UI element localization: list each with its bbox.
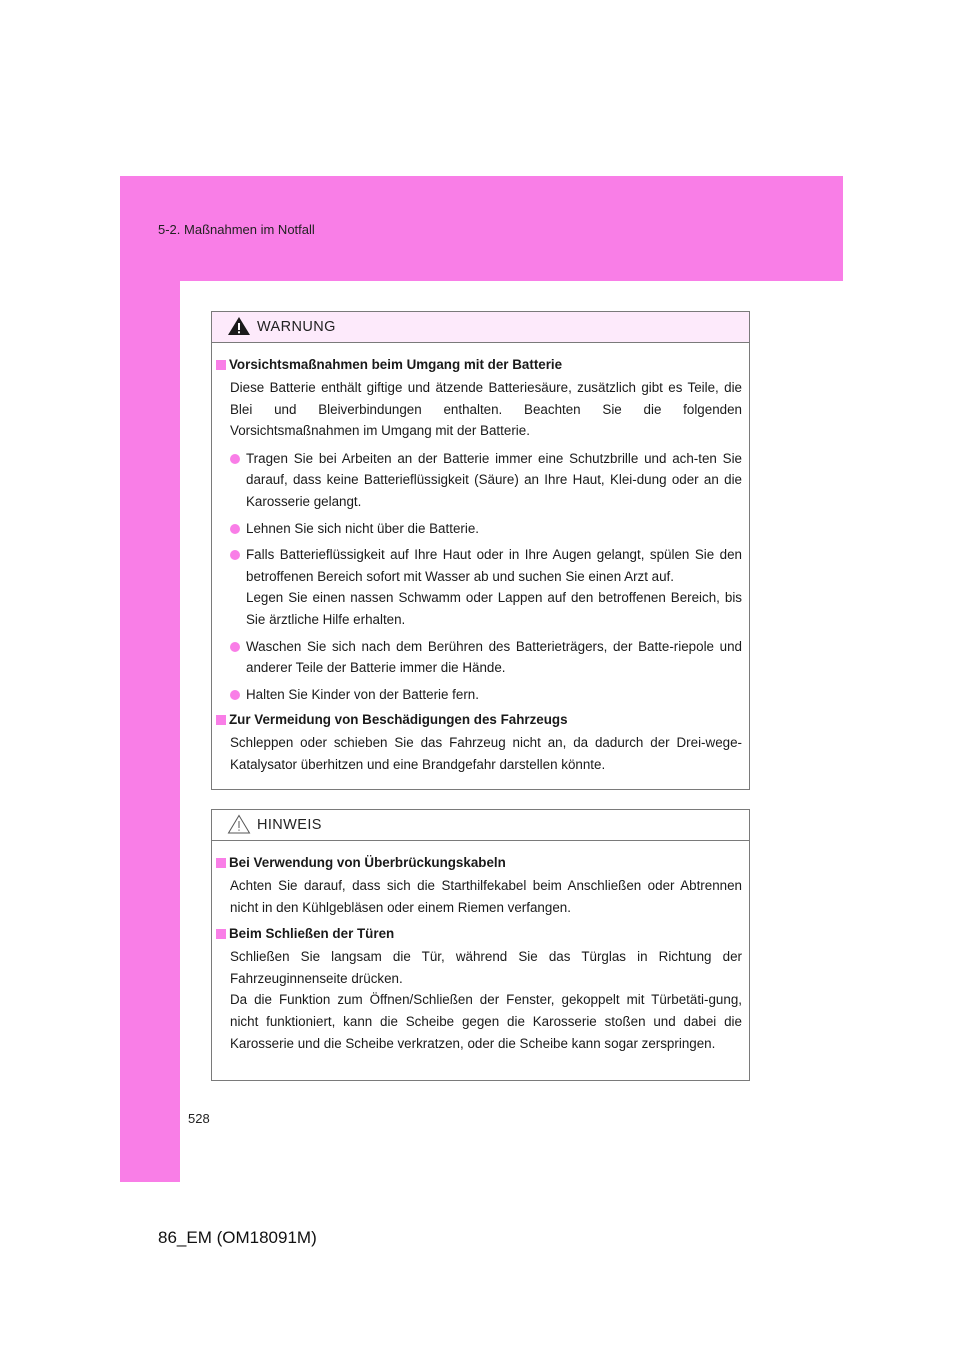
note-label: HINWEIS	[257, 817, 322, 833]
side-strip	[120, 281, 180, 1182]
list-item: Waschen Sie sich nach dem Berühren des Batterieträgers, der Batte-riepole und anderer Teile der Batterie immer die Hände.	[230, 636, 742, 679]
warning-section-text: Diese Batterie enthält giftige und ätzende Batteriesäure, zusätzlich gibt es Teile, die Blei und Bleiverbindungen enthalten. Beachten Sie die folgenden Vorsichtsmaßnahmen im Umgang mit der Batterie.	[230, 380, 742, 439]
warning-section-title: Zur Vermeidung von Beschädigungen des Fahrzeugs	[216, 710, 742, 730]
section-label: 5-2. Maßnahmen im Notfall	[158, 222, 315, 237]
round-bullet-icon	[230, 524, 240, 534]
list-item: Halten Sie Kinder von der Batterie fern.	[230, 684, 742, 706]
warning-box	[211, 311, 750, 790]
warning-triangle-filled-icon	[227, 316, 251, 336]
note-section-text: Schließen Sie langsam die Tür, während Sie das Türglas in Richtung der Fahrzeuginnenseite drücken. Da die Funktion zum Öffnen/Schließen der Fenster, gekoppelt mit Türbetäti-gung, nicht funktioniert, kann die Scheibe gegen die Karosserie stoßen und dabei die Karosserie und die Scheibe verkratzen, oder die Scheibe kann sogar zerspringen.	[230, 949, 742, 1051]
list-item: Lehnen Sie sich nicht über die Batterie.	[230, 518, 742, 540]
warning-label: WARNUNG	[257, 319, 336, 335]
round-bullet-icon	[230, 454, 240, 464]
note-body	[212, 841, 749, 1054]
note-header	[212, 810, 749, 841]
note-section-title: Beim Schließen der Türen	[216, 924, 742, 944]
round-bullet-icon	[230, 642, 240, 652]
square-bullet-icon	[216, 360, 226, 370]
note-section-title: Bei Verwendung von Überbrückungskabeln	[216, 853, 742, 873]
list-item: Falls Batterieflüssigkeit auf Ihre Haut oder in Ihre Augen gelangt, spülen Sie den betroffenen Bereich sofort mit Wasser ab und suchen Sie einen Arzt auf. Legen Sie einen nassen Schwamm oder Lappen auf den betroffenen Bereich, bis Sie ärztliche Hilfe erhalten.	[230, 544, 742, 630]
document-code: 86_EM (OM18091M)	[158, 1228, 317, 1247]
round-bullet-icon	[230, 550, 240, 560]
square-bullet-icon	[216, 858, 226, 868]
warning-section-title: Vorsichtsmaßnahmen beim Umgang mit der Batterie	[216, 355, 742, 375]
note-box	[211, 809, 750, 1081]
warning-body	[212, 343, 749, 776]
square-bullet-icon	[216, 929, 226, 939]
note-section-text: Achten Sie darauf, dass sich die Starthilfekabel beim Anschließen oder Abtrennen nicht in den Kühlgebläsen oder einem Riemen verfangen.	[230, 878, 742, 915]
warning-section-text: Schleppen oder schieben Sie das Fahrzeug nicht an, da dadurch der Drei-wege-Katalysator überhitzen und eine Brandgefahr darstellen könnte.	[230, 735, 742, 772]
caution-triangle-outline-icon	[227, 814, 251, 834]
round-bullet-icon	[230, 690, 240, 700]
square-bullet-icon	[216, 715, 226, 725]
warning-header	[212, 312, 749, 343]
page-number: 528	[188, 1111, 210, 1126]
list-item: Tragen Sie bei Arbeiten an der Batterie immer eine Schutzbrille und ach-ten Sie darauf, dass keine Batterieflüssigkeit (Säure) an Ihre Haut, Klei-dung oder an die Karosserie gelangt.	[230, 448, 742, 513]
